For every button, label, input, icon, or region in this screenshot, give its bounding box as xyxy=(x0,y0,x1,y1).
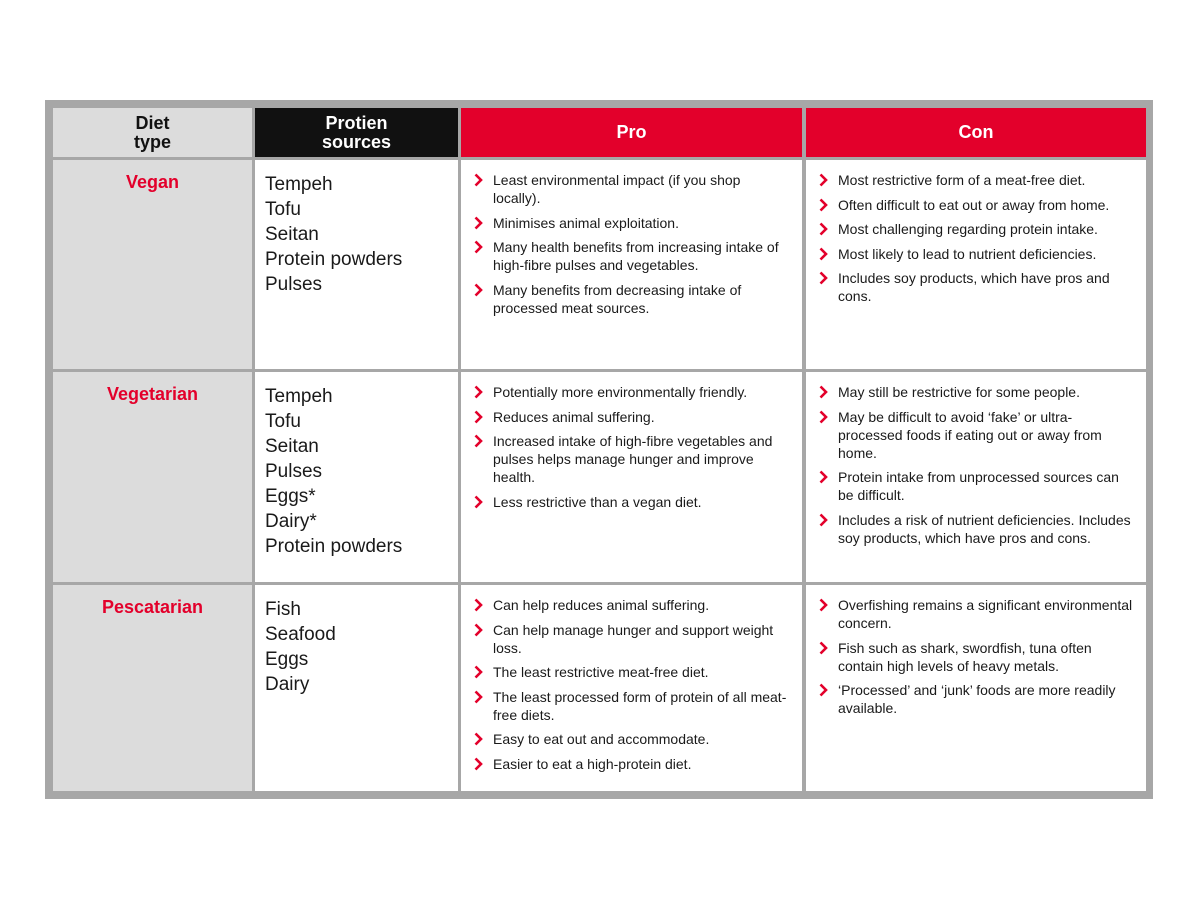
protein-source-item xyxy=(265,384,458,409)
bullet-item xyxy=(473,621,790,657)
chevron-right-icon xyxy=(474,216,483,230)
bullet-item xyxy=(473,688,790,724)
protein-source-item xyxy=(265,197,458,222)
protein-source-text: Pulses xyxy=(265,461,323,482)
chevron-right-icon xyxy=(474,385,483,399)
header-con-label: Con xyxy=(958,122,994,142)
bullet-item xyxy=(818,511,1134,547)
header-diet-type-line2: type xyxy=(133,131,171,152)
diet-name: Vegan xyxy=(125,172,180,192)
chevron-right-icon xyxy=(819,410,828,424)
bullet-item xyxy=(818,408,1134,462)
chevron-right-icon xyxy=(474,732,483,746)
protein-source-item xyxy=(265,647,458,672)
chevron-right-icon xyxy=(819,598,828,612)
bullet-text: The least restrictive meat-free diet. xyxy=(493,664,709,680)
sources-cell xyxy=(255,160,458,369)
protein-source-item xyxy=(265,272,458,297)
bullet-item xyxy=(818,245,1134,263)
bullet-text: Most challenging regarding protein intake. xyxy=(838,221,1098,237)
bullet-item xyxy=(818,171,1134,189)
protein-source-item xyxy=(265,222,458,247)
sources-cell xyxy=(255,585,458,791)
chevron-right-icon xyxy=(819,513,828,527)
bullet-item xyxy=(818,681,1134,717)
header-protein-sources xyxy=(255,108,458,157)
diet-name: Vegetarian xyxy=(106,384,199,404)
chevron-right-icon xyxy=(819,173,828,187)
chevron-right-icon xyxy=(474,690,483,704)
protein-source-text: Seafood xyxy=(265,624,336,645)
bullet-item xyxy=(473,432,790,486)
protein-source-text: Seitan xyxy=(265,224,319,245)
header-protein-sources-line2: sources xyxy=(321,131,392,152)
protein-source-text: Protein powders xyxy=(265,249,403,270)
protein-source-text: Tofu xyxy=(265,199,301,220)
sources-cell xyxy=(255,372,458,582)
diet-cell-vegetarian xyxy=(53,372,252,582)
con-list xyxy=(806,160,1146,305)
bullet-item xyxy=(818,196,1134,214)
bullet-item xyxy=(473,730,790,748)
protein-source-item xyxy=(265,409,458,434)
bullet-text: Many benefits from decreasing intake of processed meat sources. xyxy=(493,281,742,316)
protein-source-text: Tempeh xyxy=(265,174,333,195)
bullet-text: The least processed form of protein of all meat-free diets. xyxy=(493,688,787,723)
protein-source-item xyxy=(265,509,458,534)
bullet-text: Reduces animal suffering. xyxy=(493,408,655,425)
chevron-right-icon xyxy=(474,623,483,637)
sources-list xyxy=(255,585,458,697)
chevron-right-icon xyxy=(819,470,828,484)
bullet-text: Protein intake from unprocessed sources can be difficult. xyxy=(838,469,1119,503)
diet-comparison-table xyxy=(45,100,1153,799)
bullet-text: Often difficult to eat out or away from home. xyxy=(838,196,1110,213)
bullet-item xyxy=(473,383,790,401)
con-list xyxy=(806,372,1146,547)
protein-source-text: Tofu xyxy=(265,411,301,432)
protein-source-text: Dairy* xyxy=(265,511,317,532)
bullet-item xyxy=(473,408,790,426)
header-pro xyxy=(461,108,802,157)
chevron-right-icon xyxy=(474,240,483,254)
header-diet-type xyxy=(53,108,252,157)
pro-cell xyxy=(461,372,802,582)
bullet-text: May be difficult to avoid ‘fake’ or ultra-processed foods if eating out or away from home. xyxy=(838,408,1102,461)
bullet-item xyxy=(818,383,1134,401)
header-diet-type-line1: Diet xyxy=(135,112,170,133)
protein-source-item xyxy=(265,622,458,647)
chevron-right-icon xyxy=(474,495,483,509)
protein-source-text: Pulses xyxy=(265,274,323,295)
bullet-item xyxy=(473,663,790,681)
bullet-text: Can help manage hunger and support weight loss. xyxy=(493,621,774,656)
bullet-text: Minimises animal exploitation. xyxy=(493,214,679,231)
chevron-right-icon xyxy=(474,434,483,448)
chevron-right-icon xyxy=(474,757,483,771)
chevron-right-icon xyxy=(474,173,483,187)
bullet-text: Less restrictive than a vegan diet. xyxy=(493,493,702,510)
bullet-item xyxy=(473,281,790,317)
bullet-text: ‘Processed’ and ‘junk’ foods are more readily available. xyxy=(838,682,1116,716)
header-con xyxy=(806,108,1146,157)
protein-source-item xyxy=(265,459,458,484)
chevron-right-icon xyxy=(474,598,483,612)
protein-source-item xyxy=(265,484,458,509)
bullet-item xyxy=(473,214,790,232)
bullet-text: Increased intake of high-fibre vegetables and pulses helps manage hunger and improve health. xyxy=(493,433,773,485)
protein-source-item xyxy=(265,672,458,697)
protein-source-text: Protein powders xyxy=(265,536,403,557)
bullet-item xyxy=(473,493,790,511)
chevron-right-icon xyxy=(819,385,828,399)
protein-source-text: Tempeh xyxy=(265,386,333,407)
protein-source-item xyxy=(265,172,458,197)
bullet-text: Most restrictive form of a meat-free diet. xyxy=(838,172,1086,188)
chevron-right-icon xyxy=(819,198,828,212)
bullet-text: Least environmental impact (if you shop locally). xyxy=(493,172,741,206)
chevron-right-icon xyxy=(819,271,828,285)
pro-list xyxy=(461,160,802,317)
pro-list xyxy=(461,585,802,773)
bullet-text: Includes a risk of nutrient deficiencies. Includes soy products, which have pros and cons. xyxy=(838,511,1131,546)
bullet-item xyxy=(818,468,1134,504)
chevron-right-icon xyxy=(819,641,828,655)
bullet-item xyxy=(818,596,1134,632)
bullet-text: Easy to eat out and accommodate. xyxy=(493,731,710,747)
bullet-text: Many health benefits from increasing intake of high-fibre pulses and vegetables. xyxy=(493,239,779,273)
protein-source-text: Dairy xyxy=(265,674,310,695)
pro-cell xyxy=(461,160,802,369)
diet-cell-vegan xyxy=(53,160,252,369)
protein-source-item xyxy=(265,597,458,622)
bullet-item xyxy=(818,269,1134,305)
con-cell xyxy=(806,372,1146,582)
pro-cell xyxy=(461,585,802,791)
bullet-item xyxy=(818,639,1134,675)
bullet-text: Can help reduces animal suffering. xyxy=(493,597,710,613)
chevron-right-icon xyxy=(474,283,483,297)
bullet-item xyxy=(473,755,790,773)
con-list xyxy=(806,585,1146,717)
protein-source-text: Seitan xyxy=(265,436,319,457)
bullet-text: May still be restrictive for some people. xyxy=(838,384,1080,400)
chevron-right-icon xyxy=(819,683,828,697)
bullet-text: Easier to eat a high-protein diet. xyxy=(493,755,692,772)
chevron-right-icon xyxy=(819,222,828,236)
bullet-text: Potentially more environmentally friendly. xyxy=(493,384,748,400)
sources-list xyxy=(255,160,458,297)
diet-cell-pescatarian xyxy=(53,585,252,791)
header-protein-sources-line1: Protien xyxy=(325,112,388,133)
header-pro-label: Pro xyxy=(616,122,647,142)
protein-source-text: Eggs* xyxy=(265,486,316,507)
bullet-item xyxy=(473,596,790,614)
bullet-text: Includes soy products, which have pros and cons. xyxy=(838,270,1110,304)
chevron-right-icon xyxy=(474,410,483,424)
bullet-text: Overfishing remains a significant environmental concern. xyxy=(838,597,1133,631)
protein-source-text: Fish xyxy=(265,599,301,620)
protein-source-item xyxy=(265,534,458,559)
bullet-item xyxy=(473,238,790,274)
bullet-text: Most likely to lead to nutrient deficiencies. xyxy=(838,245,1097,262)
sources-list xyxy=(255,372,458,559)
diet-name: Pescatarian xyxy=(101,597,204,617)
con-cell xyxy=(806,160,1146,369)
bullet-item xyxy=(818,220,1134,238)
con-cell xyxy=(806,585,1146,791)
protein-source-item xyxy=(265,434,458,459)
pro-list xyxy=(461,372,802,511)
bullet-text: Fish such as shark, swordfish, tuna often contain high levels of heavy metals. xyxy=(838,639,1092,674)
chevron-right-icon xyxy=(819,247,828,261)
chevron-right-icon xyxy=(474,665,483,679)
bullet-item xyxy=(473,171,790,207)
protein-source-text: Eggs xyxy=(265,649,309,670)
protein-source-item xyxy=(265,247,458,272)
